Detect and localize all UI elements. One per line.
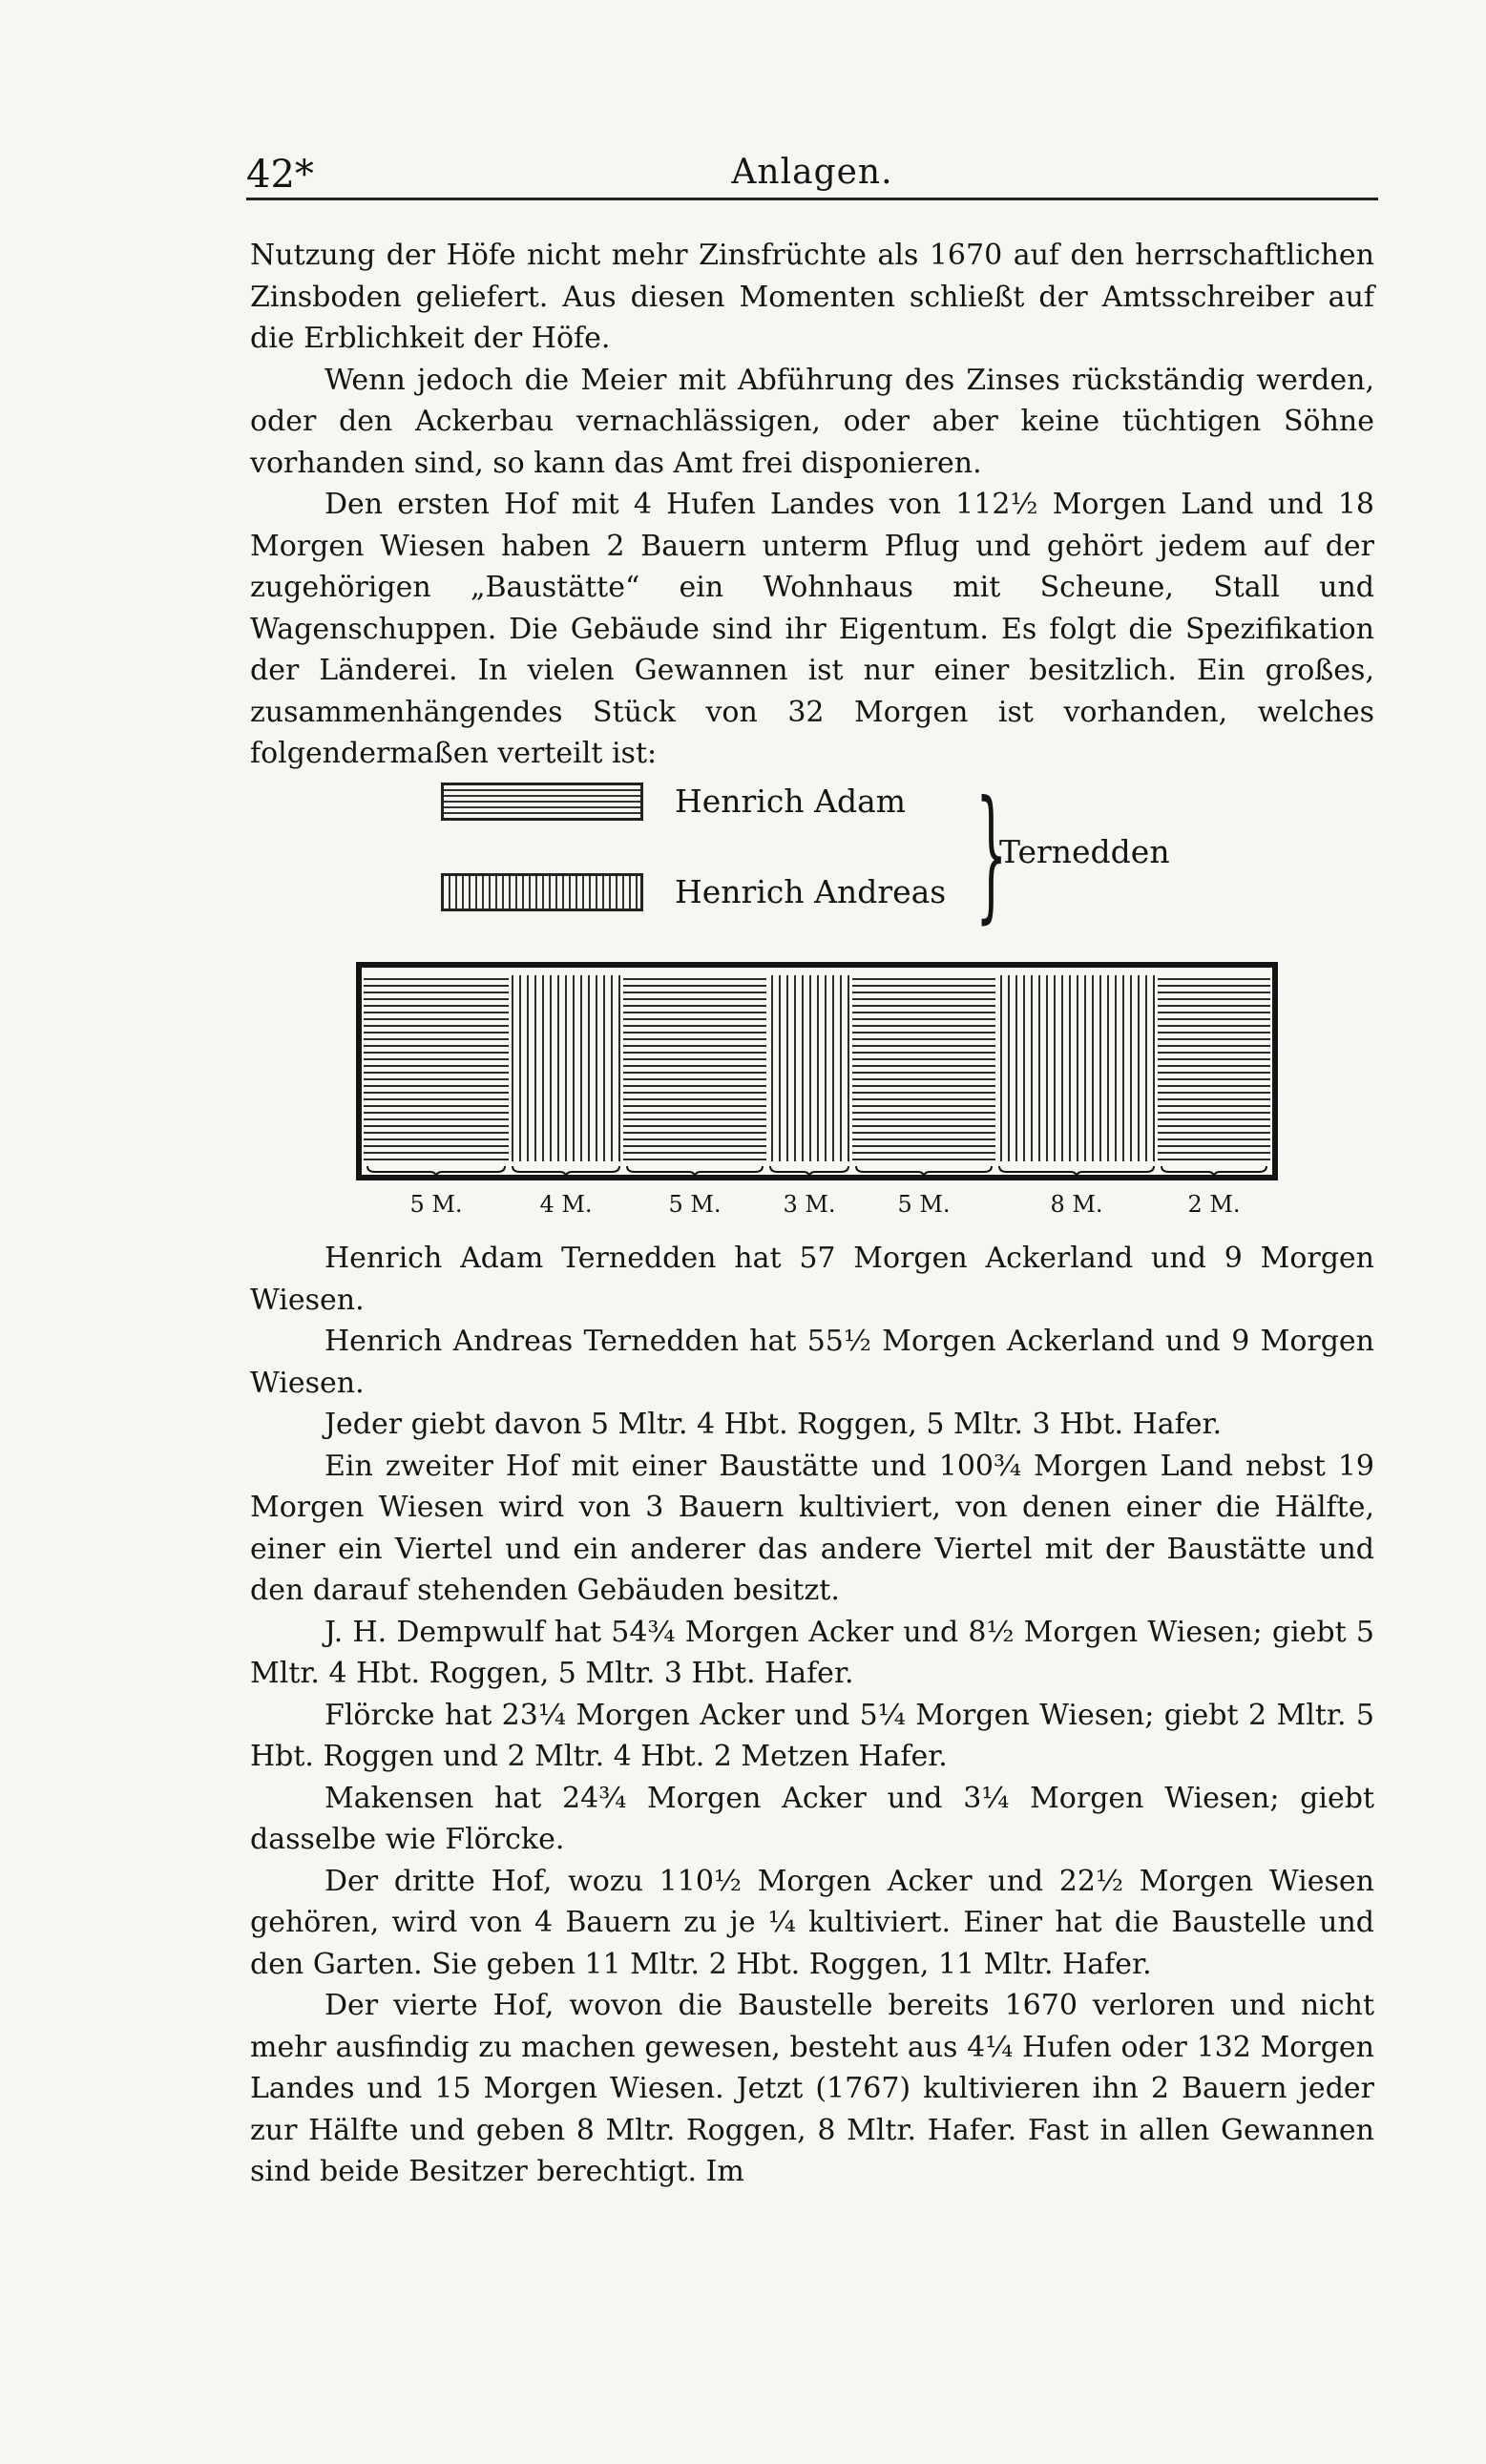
paragraph: Den ersten Hof mit 4 Hufen Landes von 112½ Morgen Land und 18 Morgen Wiesen haben 2 Bauern unterm Pflug und gehört jedem auf der zugehörigen „Baustätte“ ein Wohnhaus mit Scheune, Stall und Wagenschuppen. Die Gebäude sind ihr Eigentum. Es folgt die Spezifikation der Länderei. In vielen Gewannen ist nur einer besitzlich. Ein großes, zusammenhängendes Stück von 32 Morgen ist vorhanden, welches folgendermaßen verteilt ist: <box>250 488 1374 770</box>
diagram-legend <box>441 771 1204 937</box>
legend-label-owner-1: Henrich Adam <box>675 783 907 820</box>
paragraph: Makensen hat 24¾ Morgen Acker und 3¼ Morgen Wiesen; giebt dasselbe wie Flörcke. <box>250 1781 1374 1856</box>
text-block-top <box>250 235 1374 775</box>
legend-swatch-vertical <box>441 873 643 911</box>
text-block-bottom <box>250 1238 1374 2193</box>
segment-size-label: 8 M. <box>1050 1191 1103 1218</box>
paragraph: Der dritte Hof, wozu 110½ Morgen Acker und 22½ Morgen Wiesen gehören, wird von 4 Bauern zu je ¼ kultiviert. Einer hat die Baustelle und den Garten. Sie geben 11 Mltr. 2 Hbt. Roggen, 11 Mltr. Hafer. <box>250 1864 1374 1981</box>
field-segment <box>509 975 623 1161</box>
running-head: Anlagen. <box>731 153 893 192</box>
field-segment <box>1158 975 1270 1161</box>
segment-size-label: 5 M. <box>409 1191 463 1218</box>
paragraph: Jeder giebt davon 5 Mltr. 4 Hbt. Roggen, 5 Mltr. 3 Hbt. Hafer. <box>324 1408 1223 1441</box>
legend-family-name: Ternedden <box>999 833 1170 870</box>
legend-label-owner-2: Henrich Andreas <box>675 873 947 910</box>
paragraph: Flörcke hat 23¼ Morgen Acker und 5¼ Morgen Wiesen; giebt 2 Mltr. 5 Hbt. Roggen und 2 Mltr. 4 Hbt. 2 Metzen Hafer. <box>250 1698 1374 1773</box>
paragraph: Ein zweiter Hof mit einer Baustätte und 100¾ Morgen Land nebst 19 Morgen Wiesen wird von 3 Bauern kultiviert, von denen einer die Hälfte, einer ein Viertel und ein anderer das andere Viertel mit der Baustätte und den darauf stehenden Gebäuden besitzt. <box>250 1449 1374 1607</box>
segment-size-label: 5 M. <box>897 1191 951 1218</box>
paragraph: Nutzung der Höfe nicht mehr Zinsfrüchte als 1670 auf den herrschaftlichen Zinsboden geliefert. Aus diesen Momenten schließt der Amtsschreiber auf die Erblichkeit der Höfe. <box>250 239 1374 355</box>
header-rule <box>246 198 1378 200</box>
segment-size-label: 4 M. <box>539 1191 593 1218</box>
field-diagram <box>356 962 1278 1180</box>
paragraph: J. H. Dempwulf hat 54¾ Morgen Acker und 8½ Morgen Wiesen; giebt 5 Mltr. 4 Hbt. Roggen, 5 Mltr. 3 Hbt. Hafer. <box>250 1615 1374 1690</box>
legend-brace: } <box>975 771 1008 937</box>
paragraph: Wenn jedoch die Meier mit Abführung des Zinses rückständig werden, oder den Ackerbau vernachlässigen, oder aber keine tüchtigen Söhne vorhanden sind, so kann das Amt frei disponieren. <box>250 363 1374 480</box>
paragraph: Henrich Andreas Ternedden hat 55½ Morgen Ackerland und 9 Morgen Wiesen. <box>250 1325 1374 1400</box>
segment-size-label: 2 M. <box>1187 1191 1241 1218</box>
field-segment <box>766 975 852 1161</box>
legend-swatch-horizontal <box>441 783 643 821</box>
field-segment <box>364 975 509 1161</box>
field-diagram-svg <box>356 962 1278 1180</box>
page-header <box>246 153 1378 200</box>
paragraph: Henrich Adam Ternedden hat 57 Morgen Ackerland und 9 Morgen Wiesen. <box>250 1242 1374 1317</box>
segment-size-label: 5 M. <box>668 1191 722 1218</box>
page-number: 42* <box>246 153 314 197</box>
field-segment <box>852 975 995 1161</box>
field-segment <box>623 975 766 1161</box>
field-segment <box>995 975 1158 1161</box>
segment-size-label: 3 M. <box>783 1191 836 1218</box>
paragraph: Der vierte Hof, wovon die Baustelle bereits 1670 verloren und nicht mehr ausfindig zu machen gewesen, besteht aus 4¼ Hufen oder 132 Morgen Landes und 15 Morgen Wiesen. Jetzt (1767) kultivieren ihn 2 Bauern jeder zur Hälfte und geben 8 Mltr. Roggen, 8 Mltr. Hafer. Fast in allen Gewannen sind beide Besitzer berechtigt. Im <box>250 1989 1374 2188</box>
